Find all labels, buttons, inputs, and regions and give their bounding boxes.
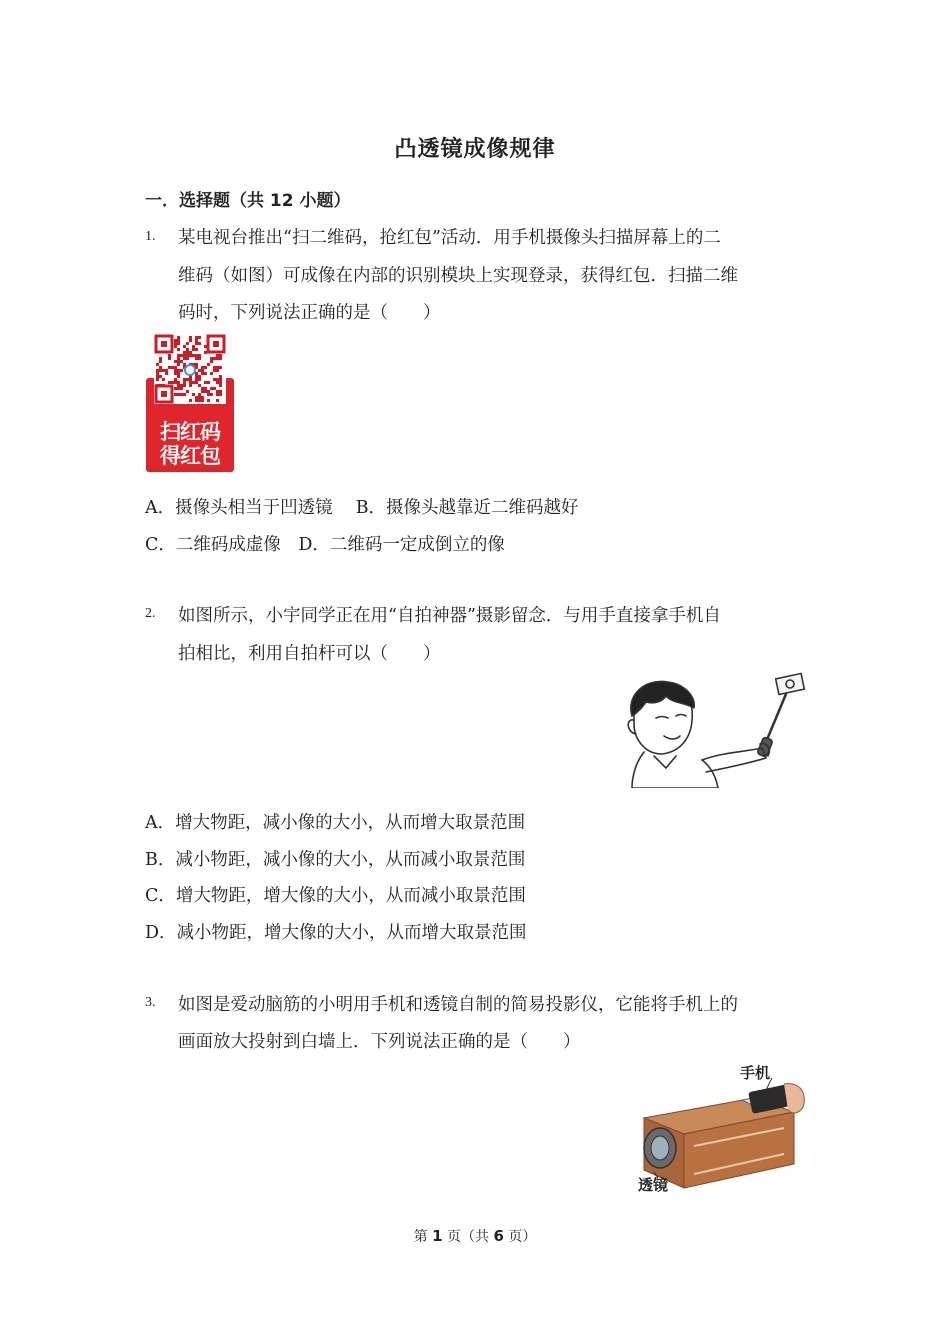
- section-heading: 一．选择题（共 12 小题）: [145, 191, 351, 211]
- qr-caption-line-2: 得红包: [160, 444, 220, 468]
- question-2-option-d: D．减小物距，增大像的大小，从而增大取景范围: [145, 923, 527, 943]
- question-1-line-3: 码时，下列说法正确的是（ ）: [178, 303, 441, 323]
- question-1-line-1: 某电视台推出“扫二维码，抢红包”活动．用手机摄像头扫描屏幕上的二: [178, 228, 721, 248]
- question-3-line-1: 如图是爱动脑筋的小明用手机和透镜自制的简易投影仪，它能将手机上的: [178, 995, 738, 1015]
- projector-image: [634, 1060, 808, 1196]
- footer-post: 页）: [503, 1229, 537, 1245]
- page-footer: [0, 1226, 950, 1246]
- qr-caption-line-1: 扫红码: [160, 420, 220, 444]
- selfie-stick-illustration: [614, 672, 808, 788]
- question-2-option-b: B．减小物距，减小像的大小，从而减小取景范围: [145, 850, 526, 870]
- footer-page-number: 1: [432, 1227, 443, 1245]
- qr-code-image: [146, 334, 234, 472]
- footer-total-pages: 6: [493, 1227, 504, 1245]
- question-2-option-c: C．增大物距，增大像的大小，从而减小取景范围: [145, 886, 526, 906]
- question-1-options-row-1: A．摄像头相当于凹透镜 B．摄像头越靠近二维码越好: [145, 498, 579, 518]
- question-1-options-row-2: C．二维码成虚像 D．二维码一定成倒立的像: [145, 535, 505, 555]
- footer-mid: 页（共: [442, 1229, 494, 1245]
- question-2-option-a: A．增大物距，减小像的大小，从而增大取景范围: [145, 813, 526, 833]
- question-1-line-2: 维码（如图）可成像在内部的识别模块上实现登录，获得红包．扫描二维: [178, 266, 738, 286]
- label-phone: 手机: [740, 1064, 771, 1082]
- question-2-number: 2.: [145, 606, 156, 621]
- question-2-line-1: 如图所示，小宇同学正在用“自拍神器”摄影留念．与用手直接拿手机自: [178, 606, 721, 626]
- question-1-number: 1.: [145, 229, 156, 244]
- page-title: 凸透镜成像规律: [394, 137, 556, 162]
- question-3-number: 3.: [145, 995, 156, 1010]
- footer-pre: 第: [413, 1229, 433, 1245]
- question-3-line-2: 画面放大投射到白墙上．下列说法正确的是（ ）: [178, 1032, 581, 1052]
- question-2-line-2: 拍相比，利用自拍杆可以（ ）: [178, 644, 441, 664]
- label-lens: 透镜: [638, 1176, 669, 1194]
